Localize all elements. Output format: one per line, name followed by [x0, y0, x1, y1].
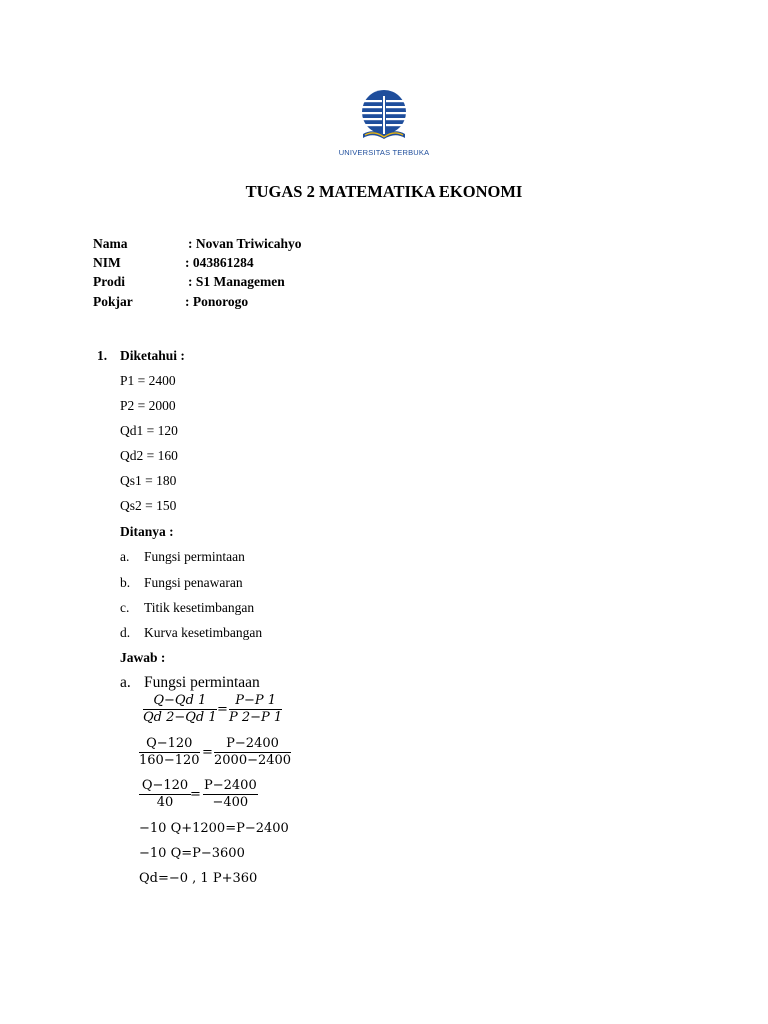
known-item: P1 = 2400 [120, 373, 176, 388]
known-item: Qd2 = 160 [120, 448, 178, 463]
numerator: Q−120 [139, 778, 191, 795]
asked-text: Fungsi penawaran [144, 575, 243, 590]
known-heading: Diketahui : [120, 348, 185, 363]
math-line: Qd=−0 , 1 P+360 [139, 871, 258, 886]
logo-wordmark: UNIVERSITAS TERBUKA [338, 148, 430, 157]
denominator: Qd 2−Qd 1 [143, 710, 217, 725]
equals-sign: = [190, 787, 201, 802]
known-item: P2 = 2000 [120, 398, 176, 413]
identity-label: Prodi [93, 274, 126, 289]
answer-letter: a. [120, 674, 131, 691]
equals-sign: = [217, 702, 228, 717]
document-title: TUGAS 2 MATEMATIKA EKONOMI [245, 182, 523, 201]
asked-item [120, 625, 262, 641]
known-item: Qs1 = 180 [120, 473, 177, 488]
fraction [214, 736, 291, 769]
university-logo [330, 88, 438, 157]
numerator: P−P 1 [229, 693, 282, 710]
university-emblem-icon [358, 88, 410, 146]
asked-text: Fungsi permintaan [144, 549, 245, 564]
denominator: −400 [212, 795, 249, 810]
identity-value: : S1 Managemen [188, 274, 285, 289]
math-line: −10 Q=P−3600 [139, 846, 245, 861]
numerator: Q−Qd 1 [143, 693, 217, 710]
numerator: P−2400 [204, 778, 257, 793]
fraction [229, 693, 282, 726]
answer-subheading [120, 674, 260, 692]
fraction [143, 693, 217, 726]
asked-heading: Ditanya : [120, 524, 174, 539]
answer-heading: Jawab : [120, 650, 166, 665]
denominator: 2000−2400 [214, 753, 292, 768]
identity-label: NIM [93, 255, 121, 270]
asked-letter: c. [120, 600, 130, 615]
numerator: P−2400 [214, 736, 291, 753]
asked-text: Titik kesetimbangan [144, 600, 255, 615]
denominator: 40 [156, 795, 174, 810]
identity-value: : Ponorogo [185, 294, 249, 309]
asked-text: Kurva kesetimbangan [144, 625, 263, 640]
numerator: Q−120 [139, 736, 200, 753]
identity-value: : Novan Triwicahyo [188, 236, 302, 251]
asked-item [120, 549, 245, 565]
equals-sign: = [202, 745, 213, 760]
fraction [203, 778, 258, 811]
fraction [139, 778, 191, 811]
math-line: −10 Q+1200=P−2400 [139, 821, 289, 836]
question-number: 1. [97, 348, 108, 363]
asked-letter: d. [120, 625, 131, 640]
answer-text: Fungsi permintaan [144, 674, 260, 691]
known-item: Qs2 = 150 [120, 498, 177, 513]
denominator: 160−120 [139, 753, 200, 768]
asked-item [120, 575, 243, 591]
asked-letter: b. [120, 575, 131, 590]
known-item: Qd1 = 120 [120, 423, 178, 438]
fraction [139, 736, 200, 769]
asked-item [120, 600, 254, 616]
identity-label: Nama [93, 236, 128, 251]
identity-value: : 043861284 [185, 255, 254, 270]
identity-label: Pokjar [93, 294, 133, 309]
denominator: P 2−P 1 [229, 710, 283, 725]
asked-letter: a. [120, 549, 130, 564]
